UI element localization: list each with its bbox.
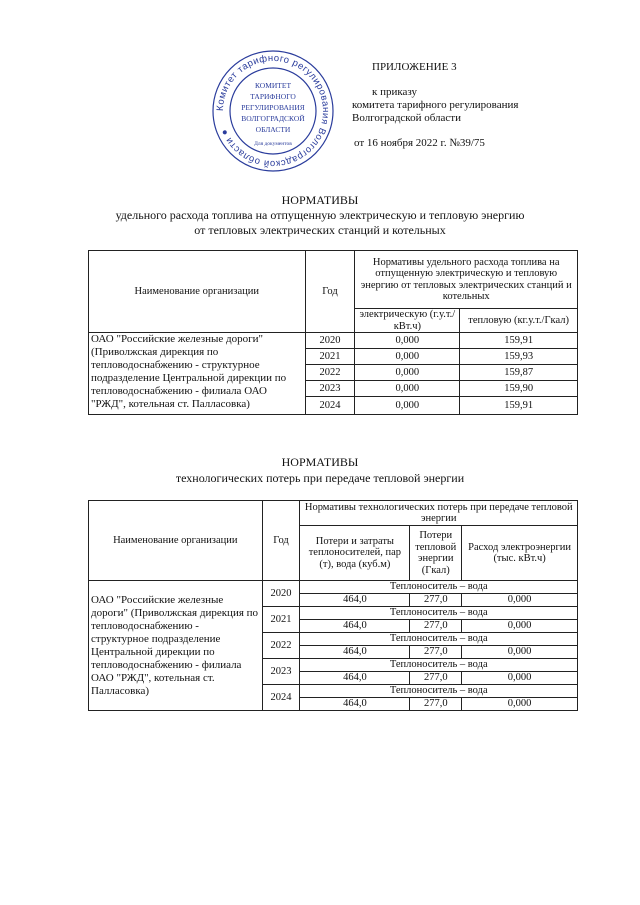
appendix-line: комитета тарифного регулирования — [352, 99, 519, 111]
header-heat: тепловую (кг.у.т./Гкал) — [460, 309, 578, 333]
power-cell: 0,000 — [462, 672, 578, 685]
heat-cell: 159,90 — [460, 381, 578, 397]
official-seal-stamp — [210, 48, 336, 174]
section1-subtitle: удельного расхода топлива на отпущенную электрическую и тепловую энергию — [115, 208, 525, 222]
section2-title: НОРМАТИВЫ — [281, 455, 359, 469]
year-cell: 2020 — [305, 333, 355, 349]
year-cell: 2022 — [305, 365, 355, 381]
power-cell: 0,000 — [462, 594, 578, 607]
medium-cell: Теплоноситель – вода — [300, 659, 578, 672]
carrier-cell: 464,0 — [300, 646, 410, 659]
electric-cell: 0,000 — [355, 381, 460, 397]
header-heat-loss: Потери тепловой энергии (Гкал) — [410, 526, 462, 581]
header-year: Год — [305, 251, 355, 333]
section2-subtitle: технологических потерь при передаче тепловой энергии — [175, 471, 465, 485]
heat-loss-cell: 277,0 — [410, 672, 462, 685]
heat-loss-cell: 277,0 — [410, 620, 462, 633]
year-cell: 2024 — [262, 685, 300, 711]
appendix-date: от 16 ноября 2022 г. №39/75 — [354, 137, 485, 149]
electric-cell: 0,000 — [355, 365, 460, 381]
section1-title: НОРМАТИВЫ — [281, 193, 359, 207]
power-cell: 0,000 — [462, 698, 578, 711]
year-cell: 2024 — [305, 397, 355, 415]
section1-subtitle: от тепловых электрических станций и котельных — [194, 223, 446, 237]
heat-loss-norms-table — [88, 500, 578, 711]
svg-text:Для документов: Для документов — [254, 141, 292, 147]
organization-name: ОАО "Российские железные дороги" (Приволжская дирекция по тепловодоснабжению - структурное подразделение Центральной дирекции по тепловодоснабжению - филиала ОАО "РЖД", котельная ст. Палласовка) — [89, 581, 263, 711]
carrier-cell: 464,0 — [300, 620, 410, 633]
appendix-title: ПРИЛОЖЕНИЕ 3 — [372, 61, 457, 73]
year-cell: 2020 — [262, 581, 300, 607]
header-name: Наименование организации — [89, 501, 263, 581]
fuel-norms-table — [88, 250, 578, 415]
svg-text:ВОЛГОГРАДСКОЙ: ВОЛГОГРАДСКОЙ — [241, 114, 305, 123]
table-row — [89, 333, 578, 349]
header-name: Наименование организации — [89, 251, 306, 333]
appendix-line: Волгоградской области — [352, 112, 461, 124]
year-cell: 2023 — [305, 381, 355, 397]
year-cell: 2021 — [262, 607, 300, 633]
electric-cell: 0,000 — [355, 397, 460, 415]
header-group: Нормативы удельного расхода топлива на отпущенную электрическую и тепловую энергию от тепловых электрических станций и котельных — [355, 251, 578, 309]
year-cell: 2022 — [262, 633, 300, 659]
heat-loss-cell: 277,0 — [410, 698, 462, 711]
header-year: Год — [262, 501, 300, 581]
header-power: Расход электроэнергии (тыс. кВт.ч) — [462, 526, 578, 581]
year-cell: 2021 — [305, 349, 355, 365]
svg-text:РЕГУЛИРОВАНИЯ: РЕГУЛИРОВАНИЯ — [241, 103, 305, 112]
electric-cell: 0,000 — [355, 333, 460, 349]
medium-cell: Теплоноситель – вода — [300, 581, 578, 594]
power-cell: 0,000 — [462, 620, 578, 633]
header-electric: электрическую (г.у.т./кВт.ч) — [355, 309, 460, 333]
medium-cell: Теплоноситель – вода — [300, 633, 578, 646]
carrier-cell: 464,0 — [300, 698, 410, 711]
heat-loss-cell: 277,0 — [410, 594, 462, 607]
svg-text:Комитет тарифного регулировани: Комитет тарифного регулирования Волгоградской области ● — [214, 52, 332, 170]
appendix-line: к приказу — [372, 86, 418, 98]
electric-cell: 0,000 — [355, 349, 460, 365]
carrier-cell: 464,0 — [300, 672, 410, 685]
heat-cell: 159,91 — [460, 333, 578, 349]
heat-cell: 159,87 — [460, 365, 578, 381]
heat-loss-cell: 277,0 — [410, 646, 462, 659]
medium-cell: Теплоноситель – вода — [300, 685, 578, 698]
svg-text:ТАРИФНОГО: ТАРИФНОГО — [250, 92, 296, 101]
heat-cell: 159,91 — [460, 397, 578, 415]
organization-name: ОАО "Российские железные дороги" (Приволжская дирекция по тепловодоснабжению - структурное подразделение Центральной дирекции по тепловодоснабжению - филиала ОАО "РЖД", котельная ст. Палласовка) — [89, 333, 306, 415]
heat-cell: 159,93 — [460, 349, 578, 365]
header-group: Нормативы технологических потерь при передаче тепловой энергии — [300, 501, 578, 526]
power-cell: 0,000 — [462, 646, 578, 659]
medium-cell: Теплоноситель – вода — [300, 607, 578, 620]
svg-text:КОМИТЕТ: КОМИТЕТ — [254, 81, 292, 90]
table-row — [89, 581, 578, 594]
year-cell: 2023 — [262, 659, 300, 685]
carrier-cell: 464,0 — [300, 594, 410, 607]
svg-text:ОБЛАСТИ: ОБЛАСТИ — [255, 125, 291, 134]
header-carrier: Потери и затраты теплоносителей, пар (т), вода (куб.м) — [300, 526, 410, 581]
